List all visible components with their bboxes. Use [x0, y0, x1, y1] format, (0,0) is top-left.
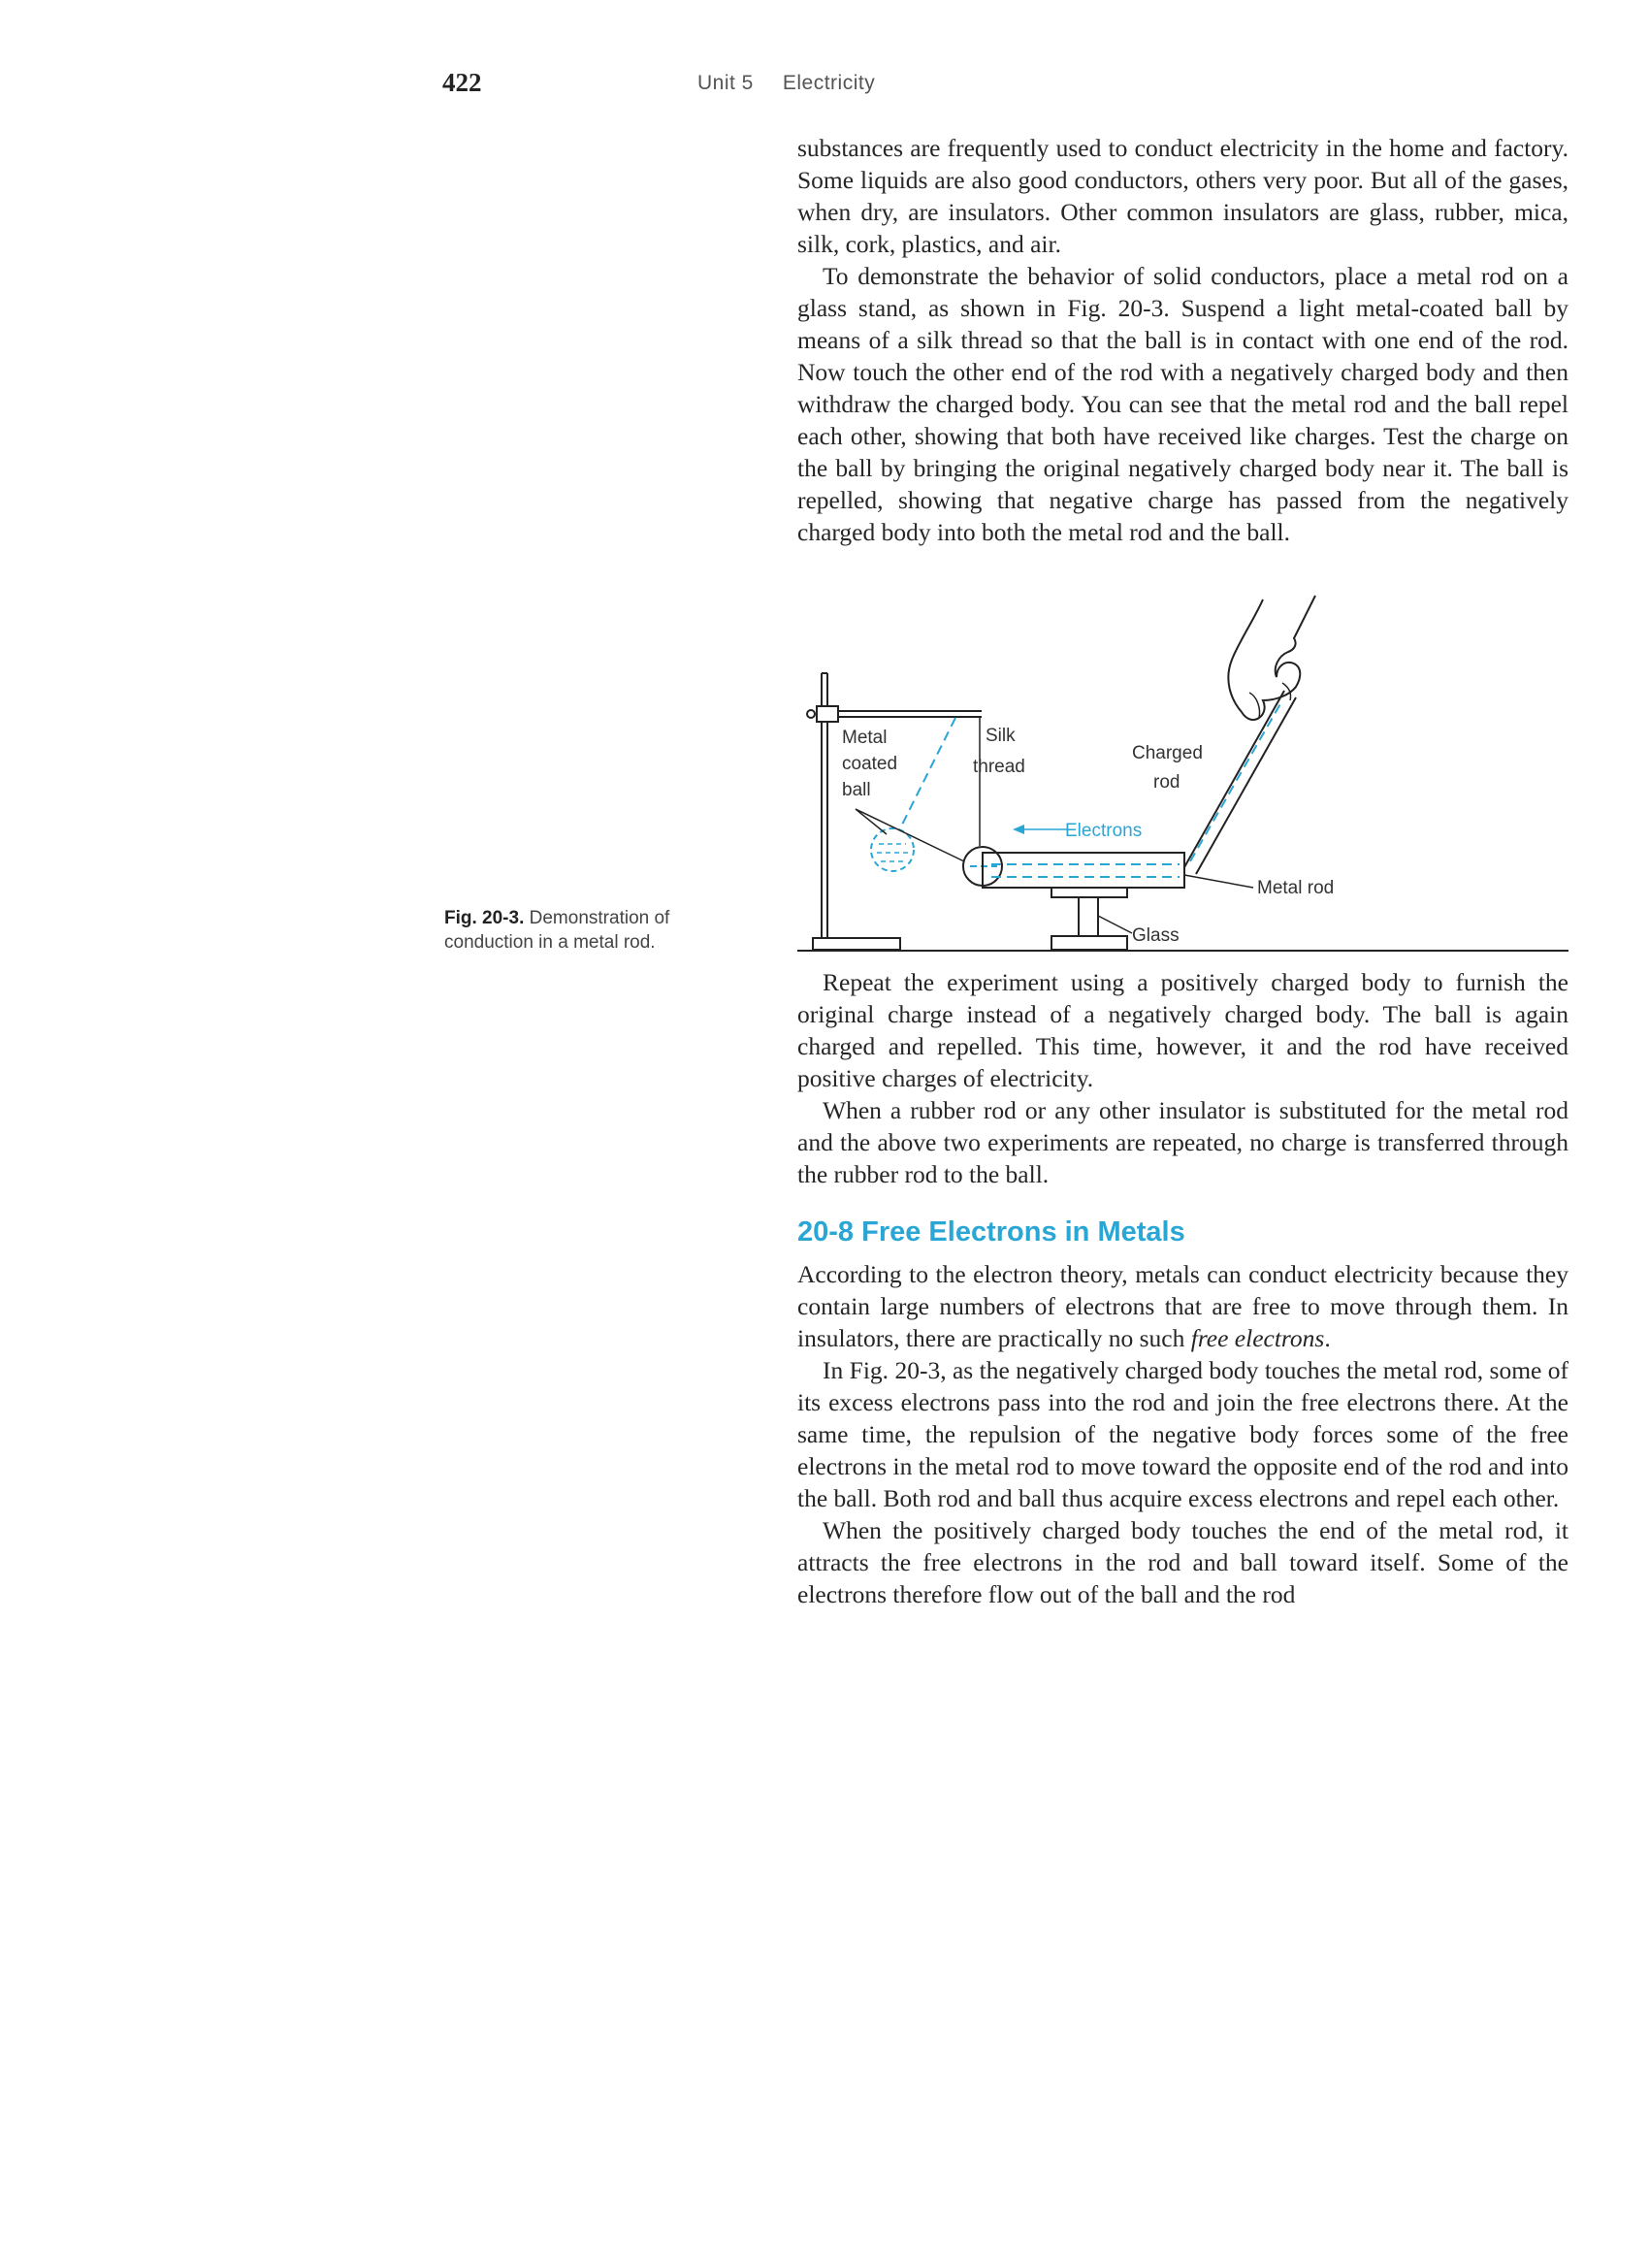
- charged-rod: [1196, 697, 1296, 874]
- paragraph: substances are frequently used to conduct electricity in the home and factory. Some liquids are also good conductors, others very poor. But all of the gases, when dry, are insulators. Other common insulators are glass, rubber, mica, silk, cork, plastics, and air.: [797, 134, 1568, 258]
- running-head-chapter: Electricity: [782, 72, 876, 94]
- figure-conduction-diagram: [797, 594, 1568, 953]
- silk-thread-deflected: [900, 718, 955, 828]
- pointer-metal-rod: [1184, 875, 1253, 888]
- section-heading: 20-8 Free Electrons in Metals: [797, 1216, 1185, 1247]
- label-electrons: Electrons: [1065, 821, 1143, 841]
- running-head: [697, 72, 875, 95]
- electrons-arrow-head: [1013, 825, 1024, 834]
- stand-screw: [807, 710, 815, 718]
- paragraph: Repeat the experiment using a positively charged body to furnish the original charge instead of a negatively charged body. The ball is again charged and repelled. This time, however, it and the rod have received positive charges of electricity.: [797, 968, 1568, 1092]
- page-number: 422: [442, 68, 482, 97]
- term-free-electrons: free electrons: [1190, 1324, 1325, 1352]
- metal-rod: [983, 853, 1184, 888]
- label-metal-rod: Metal rod: [1257, 878, 1335, 898]
- label-silk-thread: thread: [973, 757, 1025, 777]
- paragraph-text: According to the electron theory, metals can conduct electricity because they contain large numbers of electrons that are free to move through them. In insulators, there are practically no such: [797, 1260, 1568, 1352]
- paragraph-end: .: [1324, 1324, 1331, 1352]
- hand-finger: [1249, 693, 1260, 718]
- paragraph: In Fig. 20-3, as the negatively charged body touches the metal rod, some of its excess electrons pass into the rod and join the free electrons there. At the same time, the repulsion of the negative body forces some of the free electrons in the metal rod to move toward the opposite end of the rod and into the ball. Both rod and ball thus acquire excess electrons and repel each other.: [797, 1356, 1568, 1512]
- pointer-glass: [1098, 916, 1132, 933]
- charged-rod-charge: [1190, 700, 1282, 861]
- label-metal-coated-ball: coated: [842, 754, 898, 774]
- paragraph: When a rubber rod or any other insulator is substituted for the metal rod and the above two experiments are repeated, no charge is transferred through the rubber rod to the ball.: [797, 1096, 1568, 1188]
- paragraph: To demonstrate the behavior of solid conductors, place a metal rod on a glass stand, as shown in Fig. 20-3. Suspend a light metal-coated ball by means of a silk thread so that the ball is in contact with one end of the rod. Now touch the other end of the rod with a negatively charged body and then withdraw the charged body. You can see that the metal rod and the ball repel each other, showing that both have received like charges. Test the charge on the ball by bringing the original negatively charged body near it. The ball is repelled, showing that negative charge has passed from the negatively charged body into both the metal rod and the ball.: [797, 262, 1568, 546]
- body-text-section: [797, 1258, 1568, 1610]
- glass-stand-column: [1079, 897, 1098, 936]
- paragraph: [797, 1258, 1568, 1354]
- paragraph: When the positively charged body touches the end of the metal rod, it attracts the free electrons in the rod and ball toward itself. Some of the electrons therefore flow out of the ball and the rod: [797, 1516, 1568, 1608]
- glass-stand-top: [1051, 888, 1127, 897]
- figure-caption-text: Demonstration of conduction in a metal rod.: [444, 908, 670, 953]
- label-silk-thread: Silk: [986, 726, 1016, 746]
- label-metal-coated-ball: Metal: [842, 728, 888, 748]
- glass-stand-base: [1051, 936, 1127, 950]
- stand-clamp: [817, 706, 838, 722]
- label-charged-rod: rod: [1153, 772, 1180, 793]
- figure-caption: [444, 906, 735, 955]
- figure-caption-label: Fig. 20-3.: [444, 908, 525, 928]
- label-charged-rod: Charged: [1132, 743, 1203, 763]
- stand-base: [813, 938, 900, 950]
- label-metal-coated-ball: ball: [842, 780, 871, 800]
- body-text-top: [797, 132, 1568, 548]
- hand-illustration: [1228, 596, 1315, 720]
- label-glass: Glass: [1132, 925, 1180, 946]
- ball-deflected: [871, 828, 914, 871]
- charged-rod: [1184, 691, 1284, 867]
- body-text-middle: [797, 966, 1568, 1190]
- running-head-unit: Unit 5: [697, 72, 754, 94]
